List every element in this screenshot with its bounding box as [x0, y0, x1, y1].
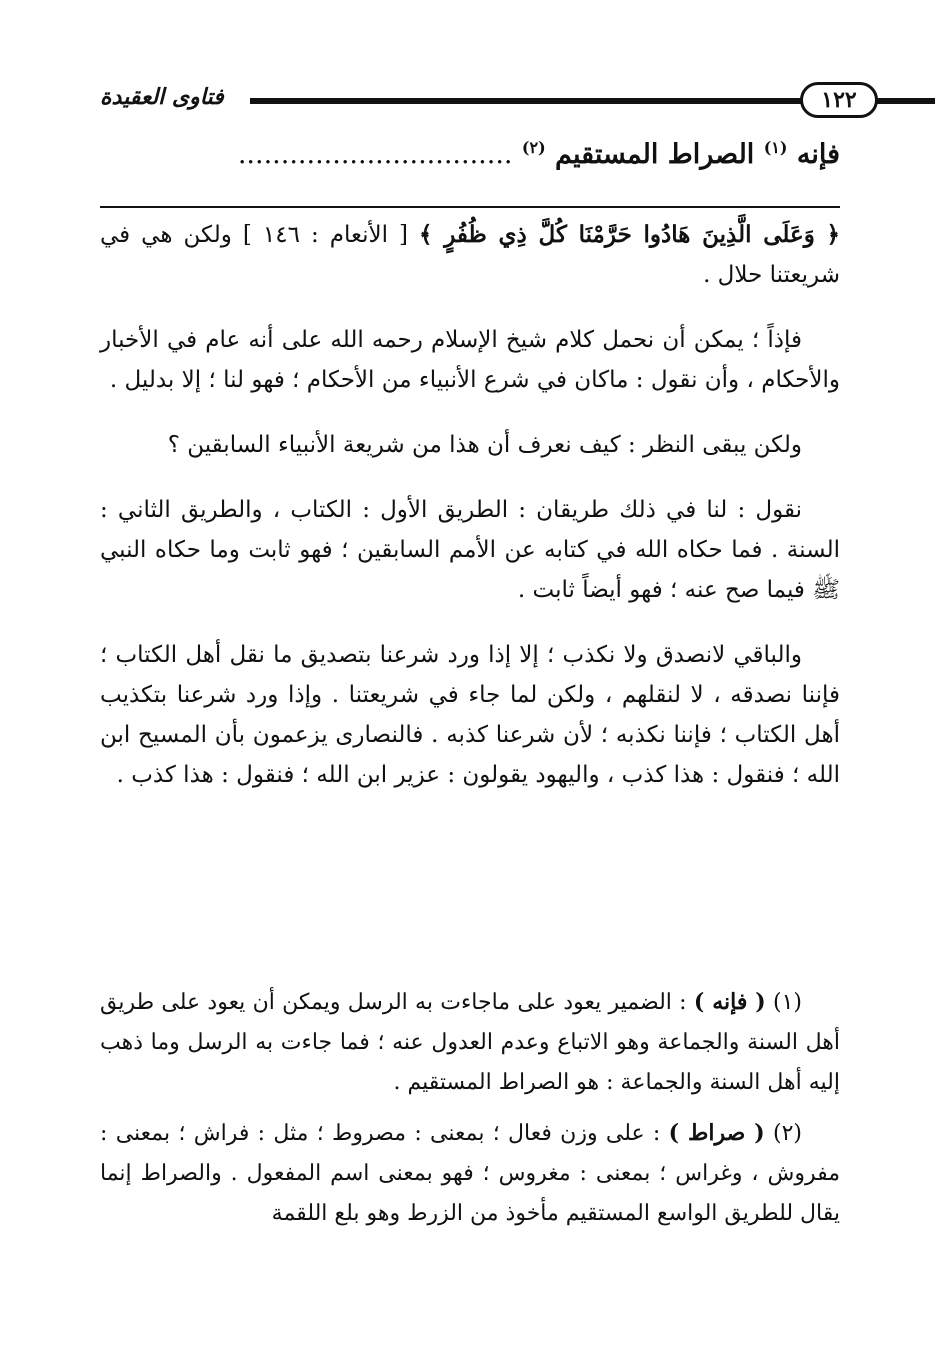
running-header [100, 82, 857, 122]
verse-citation: [ الأنعام : ١٤٦ ] [242, 222, 408, 248]
footnote-1 [100, 982, 840, 1103]
book-title: فتاوى العقيدة [100, 84, 224, 110]
paragraph-3: ولكن يبقى النظر : كيف نعرف أن هذا من شريعة الأنبياء السابقين ؟ [167, 432, 802, 458]
leader-dots: ................................ [237, 139, 513, 170]
footnotes [100, 982, 840, 1244]
footnote-text: : الضمير يعود على ماجاءت به الرسل ويمكن أن يعود على طريق أهل السنة والجماعة وهو الاتباع وعدم العدول عنه ؛ فما جاءت به الرسل وما ذهب إليه أهل السنة والجماعة : هو الصراط المستقيم . [100, 990, 840, 1095]
body-text [100, 215, 840, 820]
footnote-term: ( صراط ) [668, 1120, 765, 1146]
quran-verse: ﴿ وَعَلَى الَّذِينَ هَادُوا حَرَّمْنَا كُلَّ ذِي ظُفُرٍ ﴾ [419, 221, 840, 248]
footnote-ref-1: (١) [763, 138, 788, 157]
heading-divider [100, 206, 840, 208]
header-rule-short [875, 98, 935, 104]
heading-word: فإنه [796, 139, 840, 170]
footnote-text: : على وزن فعال ؛ بمعنى : مصروط ؛ مثل : فراش ؛ بمعنى : مفروش ، وغراس ؛ بمعنى : مغروس ؛ فهو بمعنى اسم المفعول . والصراط إنما يقال للطريق الواسع المستقيم مأخوذ من الزرط وهو بلع اللقمة [100, 1121, 840, 1226]
page-number: ١٢٢ [800, 82, 878, 118]
footnote-ref-2: (٢) [521, 138, 546, 157]
section-heading [100, 138, 840, 184]
footnote-number: (١) [772, 990, 802, 1015]
paragraph-2: فإذاً ؛ يمكن أن نحمل كلام شيخ الإسلام رحمه الله على أنه عام في الأخبار والأحكام ، وأن نقول : ماكان في شرع الأنبياء من الأحكام ؛ فهو لنا ؛ إلا بدليل . [100, 327, 840, 393]
footnote-term: ( فإنه ) [693, 989, 766, 1015]
heading-phrase: الصراط المستقيم [555, 139, 755, 170]
paragraph-4: نقول : لنا في ذلك طريقان : الطريق الأول : الكتاب ، والطريق الثاني : السنة . فما حكاه الله في كتابه عن الأمم السابقين ؛ فهو ثابت وما حكاه النبي ﷺ فيما صح عنه ؛ فهو أيضاً ثابت . [100, 497, 840, 603]
paragraph-1-rest: ولكن هي في شريعتنا حلال . [100, 222, 840, 288]
footnote-2 [100, 1113, 840, 1234]
footnote-number: (٢) [773, 1121, 803, 1146]
paragraph-1 [100, 215, 840, 295]
paragraph-5: والباقي لانصدق ولا نكذب ؛ إلا إذا ورد شرعنا بتصديق ما نقل أهل الكتاب ؛ فإننا نصدقه ، لا لنقلهم ، ولكن لما جاء في شريعتنا . وإذا ورد شرعنا بتكذيب أهل الكتاب ؛ فإننا نكذبه ؛ لأن شرعنا كذبه . فالنصارى يزعمون بأن المسيح ابن الله ؛ فنقول : هذا كذب ، واليهود يقولون : عزير ابن الله ؛ فنقول : هذا كذب . [100, 642, 840, 788]
header-rule [250, 98, 802, 104]
